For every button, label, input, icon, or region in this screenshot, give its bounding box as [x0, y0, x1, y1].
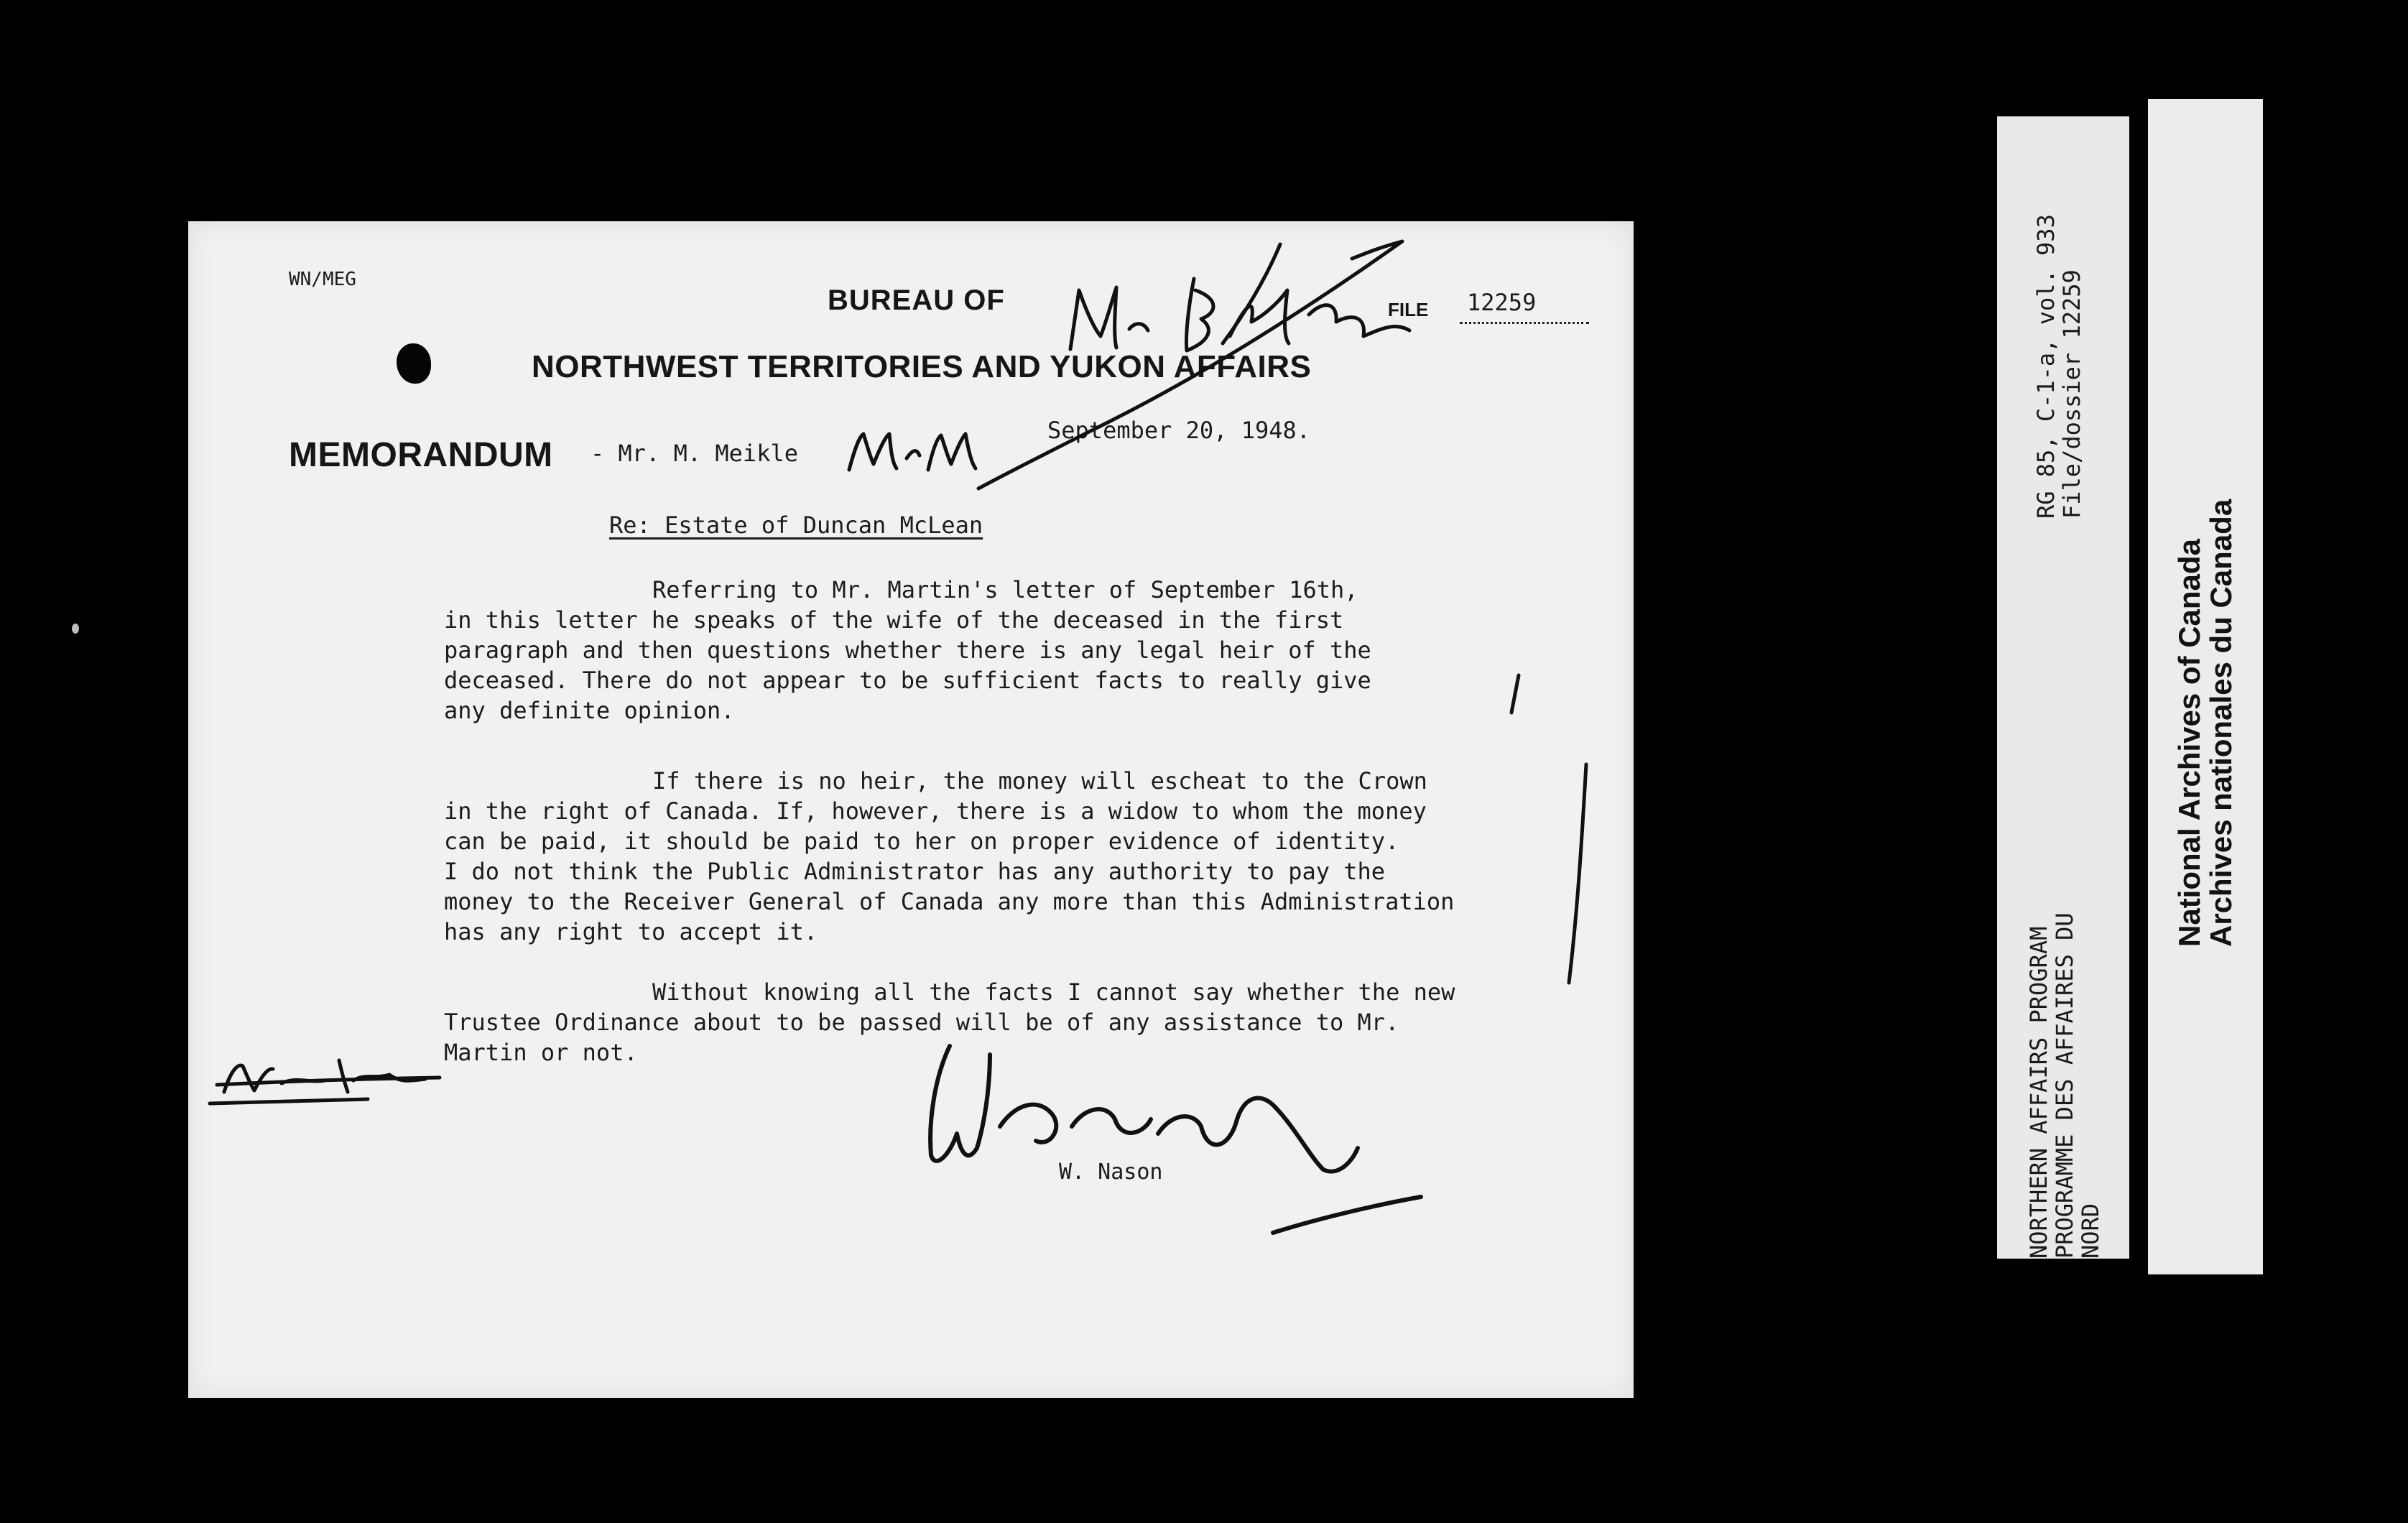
program-line-3: NORD	[2077, 1203, 2104, 1259]
handwritten-initials-note	[849, 434, 976, 470]
paragraph-line: deceased. There do not appear to be sufficient facts to really give	[444, 667, 1371, 694]
handwritten-annotations	[188, 221, 1634, 1398]
department-heading: NORTHWEST TERRITORIES AND YUKON AFFAIRS	[532, 349, 1312, 384]
program-line-1: NORTHERN AFFAIRS PROGRAM	[2025, 926, 2052, 1259]
archive-stamp-line-1: National Archives of Canada	[2172, 539, 2206, 947]
addressee-line: - Mr. M. Meikle	[591, 440, 798, 467]
memo-date: September 20, 1948.	[1047, 417, 1311, 444]
paragraph-line: paragraph and then questions whether there is any legal heir of the	[444, 636, 1371, 664]
paragraph-line: money to the Receiver General of Canada any more than this Administration	[444, 888, 1455, 915]
handwritten-underline	[1273, 1197, 1421, 1233]
handwritten-arrow-stroke	[978, 241, 1402, 489]
paragraph-line: has any right to accept it.	[444, 918, 818, 945]
paragraph-line: Without knowing all the facts I cannot say whether the new	[652, 978, 1455, 1006]
margin-bracket-line	[1569, 764, 1586, 983]
memo-subject: Re: Estate of Duncan McLean	[609, 511, 983, 539]
handwritten-signature	[930, 1046, 1358, 1172]
typist-initials: WN/MEG	[289, 269, 356, 290]
archive-reference-label	[1997, 116, 2129, 1259]
reference-line-1: RG 85, C-1-a, vol. 933	[2032, 214, 2060, 519]
margin-tick-mark	[1511, 675, 1519, 713]
memorandum-page	[188, 221, 1634, 1398]
memorandum-heading: MEMORANDUM	[289, 436, 553, 474]
paragraph-line: can be paid, it should be paid to her on proper evidence of identity.	[444, 828, 1399, 855]
paragraph-line: in this letter he speaks of the wife of the deceased in the first	[444, 606, 1344, 634]
paragraph-line: Trustee Ordinance about to be passed will be of any assistance to Mr.	[444, 1009, 1399, 1036]
reference-line-2: File/dossier 12259	[2058, 269, 2085, 519]
reference-text	[2033, 214, 2085, 519]
archive-stamp-text	[2174, 499, 2237, 947]
paragraph-line: Referring to Mr. Martin's letter of September 16th,	[652, 576, 1358, 603]
paragraph-line: If there is no heir, the money will escheat to the Crown	[652, 767, 1427, 795]
handwritten-addressee-note	[1070, 279, 1409, 351]
file-label: FILE	[1388, 299, 1429, 320]
paragraph-line: any definite opinion.	[444, 697, 735, 724]
archive-stamp-label	[2148, 99, 2263, 1274]
program-text	[2026, 912, 2103, 1259]
program-line-2: PROGRAMME DES AFFAIRES DU	[2051, 912, 2078, 1259]
file-number: 12259	[1467, 289, 1537, 316]
signer-name: W. Nason	[1059, 1159, 1163, 1185]
crossed-out-signature	[210, 1060, 440, 1103]
paragraph-line: in the right of Canada. If, however, there is a widow to whom the money	[444, 797, 1427, 825]
archive-stamp-line-2: Archives nationales du Canada	[2204, 499, 2238, 947]
paragraph-line: Martin or not.	[444, 1039, 638, 1066]
paragraph-line: I do not think the Public Administrator has any authority to pay the	[444, 858, 1386, 885]
film-speck	[72, 624, 79, 634]
bureau-label: BUREAU OF	[828, 284, 1005, 316]
